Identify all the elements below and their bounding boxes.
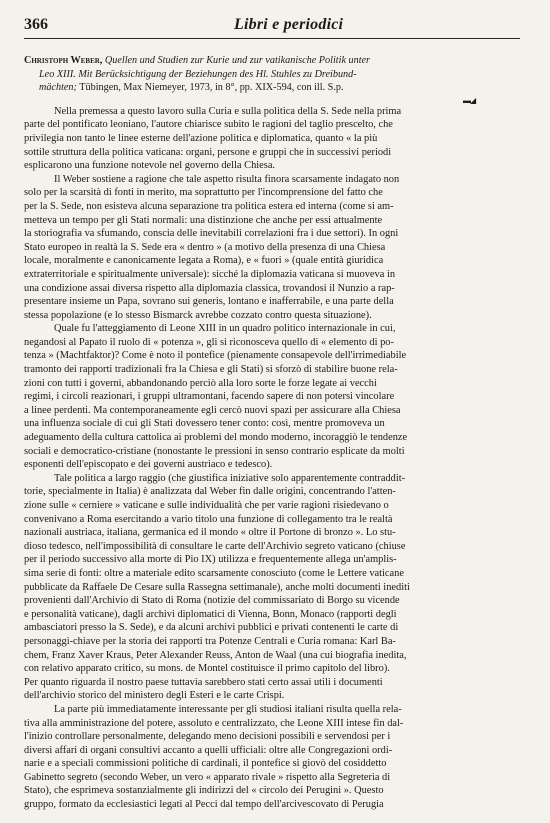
text-line: adeguamento della cultura cattolica ai problemi del mondo moderno, incoraggiò le tendenze [24,432,408,444]
reference-line: Leo XIII. Mit Berücksichtigung der Beziehungen des Hl. Stuhles zu Dreibund- [39,68,357,80]
paragraph [24,322,520,472]
text-line: metteva un tempo per gli Stati normali: una distinzione che anche per essi attualmente [24,214,383,226]
text-line: solo per la scarsità di fonti in merito, ma soprattutto per l'incomprensione del fatto che [24,187,383,199]
catalog-mark: ▬◢ [463,95,476,105]
text-line: Gabinetto segreto (secondo Weber, un vero « apparato rivale » rispetto alla Segreteria di [24,771,391,783]
text-line: negandosi al Papato il ruolo di « potenza », gli si riconosceva quello di « elemento di po- [24,336,394,348]
text-line: per il periodo successivo alla morte di Pio IX) utilizza e frequentemente allega un'amplis- [24,554,397,566]
text-line: nazionali austriaca, italiana, germanica ed il mondo « oltre il Portone di bronzo ». Lo stu- [24,527,396,539]
book-author: Christoph Weber, [24,55,103,66]
text-line: pubblicate da Raffaele De Cesare sulla Rassegna settimanale), anche molti documenti inediti [24,581,410,593]
text-line: torie, specialmente in Italia) è analizzata dal Weber fin dalle origini, concentrando l'atten- [24,486,396,498]
text-line: esponenti dell'episcopato e dei governi austriaco e tedesco). [24,459,273,471]
text-line: privilegia non tanto le linee esterne dell'azione politica e diplomatica, quanto « la più [24,132,378,144]
text-line: Stato europeo in realtà la S. Sede era « dentro » (a motivo della presenza di una Chiesa [24,241,386,253]
text-line: Nella premessa a questo lavoro sulla Curia e sulla politica della S. Sede nella prima [54,105,402,117]
review-text [24,105,520,812]
text-line: provenienti dall'Archivio di Stato di Roma (notizie del commissariato di Borgo su vicende [24,595,400,607]
running-title: Libri e periodici [234,16,344,33]
text-line: tiva alla amministrazione del potere, assoluto e centralizzato, che Leone XIII intese fin dal- [24,717,404,729]
text-line: Stato), che esprimeva sostanzialmente gli indirizzi del « circolo dei Perugini ». Questo [24,785,384,797]
text-line: e personalità vaticane), dagli archivi diplomatici di Vienna, Bonn, Monaco (rapporti degli [24,608,397,620]
text-line: ambasciatori presso la S. Sede), e da alcuni archivi pubblici e privati contenenti le carte di [24,622,399,634]
text-line: diversi affari di organi consultivi accanto a quelli ufficiali: oltre alle Congregazioni ordi- [24,744,393,756]
text-line: tramonto dei rapporti tradizionali fra la Chiesa e gli Stati) si sforzò di stabilire buone rela- [24,364,398,376]
text-line: personaggi-chiave per la storia dei rapporti tra Potenze Centrali e Curia romana: Karl Ba- [24,635,396,647]
text-line: presentare insieme un Papa, sovrano sui generis, lontano e inafferrabile, e una parte della [24,296,394,308]
book-details: Tübingen, Max Niemeyer, 1973, in 8°, pp. XIX-594, con ill. S.p. [79,82,344,94]
text-line: per la S. Sede, non esisteva alcuna separazione tra politica estera ed interna (come si am- [24,200,394,212]
text-line: sottile struttura della politica vaticana: organi, persone e gruppi che in successivi periodi [24,146,392,158]
text-line: Quale fu l'atteggiamento di Leone XIII in un quadro politico internazionale in cui, [54,323,396,335]
text-line: regimi, i circoli reazionari, i gruppi ultramontani, facendo sapere di non potersi vincolare [24,391,395,403]
text-line: extraterritoriale e spiritualmente universale): sicché la diplomazia vaticana si muoveva in [24,268,396,280]
text-line: a linee perdenti. Ma contemporaneamente egli cercò nuovi spazi per assicurare alla Chiesa [24,404,401,416]
text-line: La parte più immediatamente interessante per gli studiosi italiani risulta quella rela- [54,703,402,715]
text-line: Tale politica a largo raggio (che giustifica iniziative solo apparentemente contraddit- [54,472,406,484]
text-line: chem, Franz Xaver Kraus, Peter Alexander Reuss, Anton de Waal (una cui biografia inedita, [24,649,407,661]
reference-line: mächten; Tübingen, Max Niemeyer, 1973, in 8°, pp. XIX-594, con ill. S.p. [39,82,344,94]
text-line: parte del pontificato leoniano, l'autore chiarisce subito le ragioni del taglio prescelto, che [24,119,393,131]
text-line: tenza » (Machtfaktor)? Come è noto il pontefice (pienamente consapevole dell'irrimediabile [24,350,407,362]
paragraph [24,173,520,323]
text-line: locale, moralmente e canonicamente legata a Roma), e « fuori » (quale entità giuridica [24,255,384,267]
text-line: dioso tedesco, nell'impossibilità di consultare le carte dell'Archivio segreto vaticano (chiuse [24,540,406,552]
text-line: la storiografia va sfumando, conscia delle inevitabili correlazioni fra i due settori). In ogni [24,228,399,240]
text-line: esplicarono una funzione notevole nel governo della Chiesa. [24,160,276,172]
paragraph [24,703,520,812]
text-line: stessa popolazione (e lo stesso Bismarck avrebbe cozzato contro questa situazione). [24,309,372,321]
text-line: con relativo apparato critico, su mons. de Montel costituisce il primo capitolo del libro). [24,663,390,675]
text-line: l'inizio controllare personalmente, delegando meno decisioni possibili e servendosi per i [24,731,391,743]
text-line: Il Weber sostiene a ragione che tale aspetto risulta finora scarsamente indagato non [54,173,400,185]
book-title: Quellen und Studien zur Kurie und zur vatikanische Politik unter [104,55,371,66]
text-line: una condizione assai diversa rispetto alla diplomazia classica, trovandosi il Nunzio a rap- [24,282,395,294]
paragraph [24,472,520,703]
text-line: gruppo, formato da ecclesiastici legati al Pecci dal tempo dell'arcivescovato di Perugia [24,799,384,811]
page-header [24,16,520,39]
text-line: sima serie di fonti: oltre a materiale edito scarsamente conosciuto (come le Lettere vaticane [24,567,404,579]
text-line: convenivano a Roma esercitando a vario titolo una funzione di collegamento tra le realtà [24,513,393,525]
page-number: 366 [24,16,48,33]
text-line: zioni con tutti i governi, abbandonando perciò alla loro sorte le forze legate ai vecchi [24,377,377,389]
text-line: una influenza sociale di cui gli Stati dovessero tener conto: così, mentre promoveva un [24,418,385,430]
book-reference [24,54,520,95]
reference-line [24,54,520,68]
text-line: zione sulle « cerniere » vaticane e sulle individualità che per varie ragioni risiedevano o [24,500,389,511]
paragraph [24,105,520,173]
article-body [24,54,520,812]
text-line: dell'archivio storico del ministero degli Esteri e le carte Crispi. [24,690,285,702]
text-line: sociali e democratico-cristiane (nonostante le pressioni in senso contrario esplicate da molti [24,445,405,457]
text-line: narie e a speciali commissioni politiche di cardinali, il pontefice si giovò del cosiddetto [24,758,387,770]
text-line: Per quanto riguarda il nostro paese tuttavia sarebbero stati certo assai utili i documenti [24,676,383,688]
